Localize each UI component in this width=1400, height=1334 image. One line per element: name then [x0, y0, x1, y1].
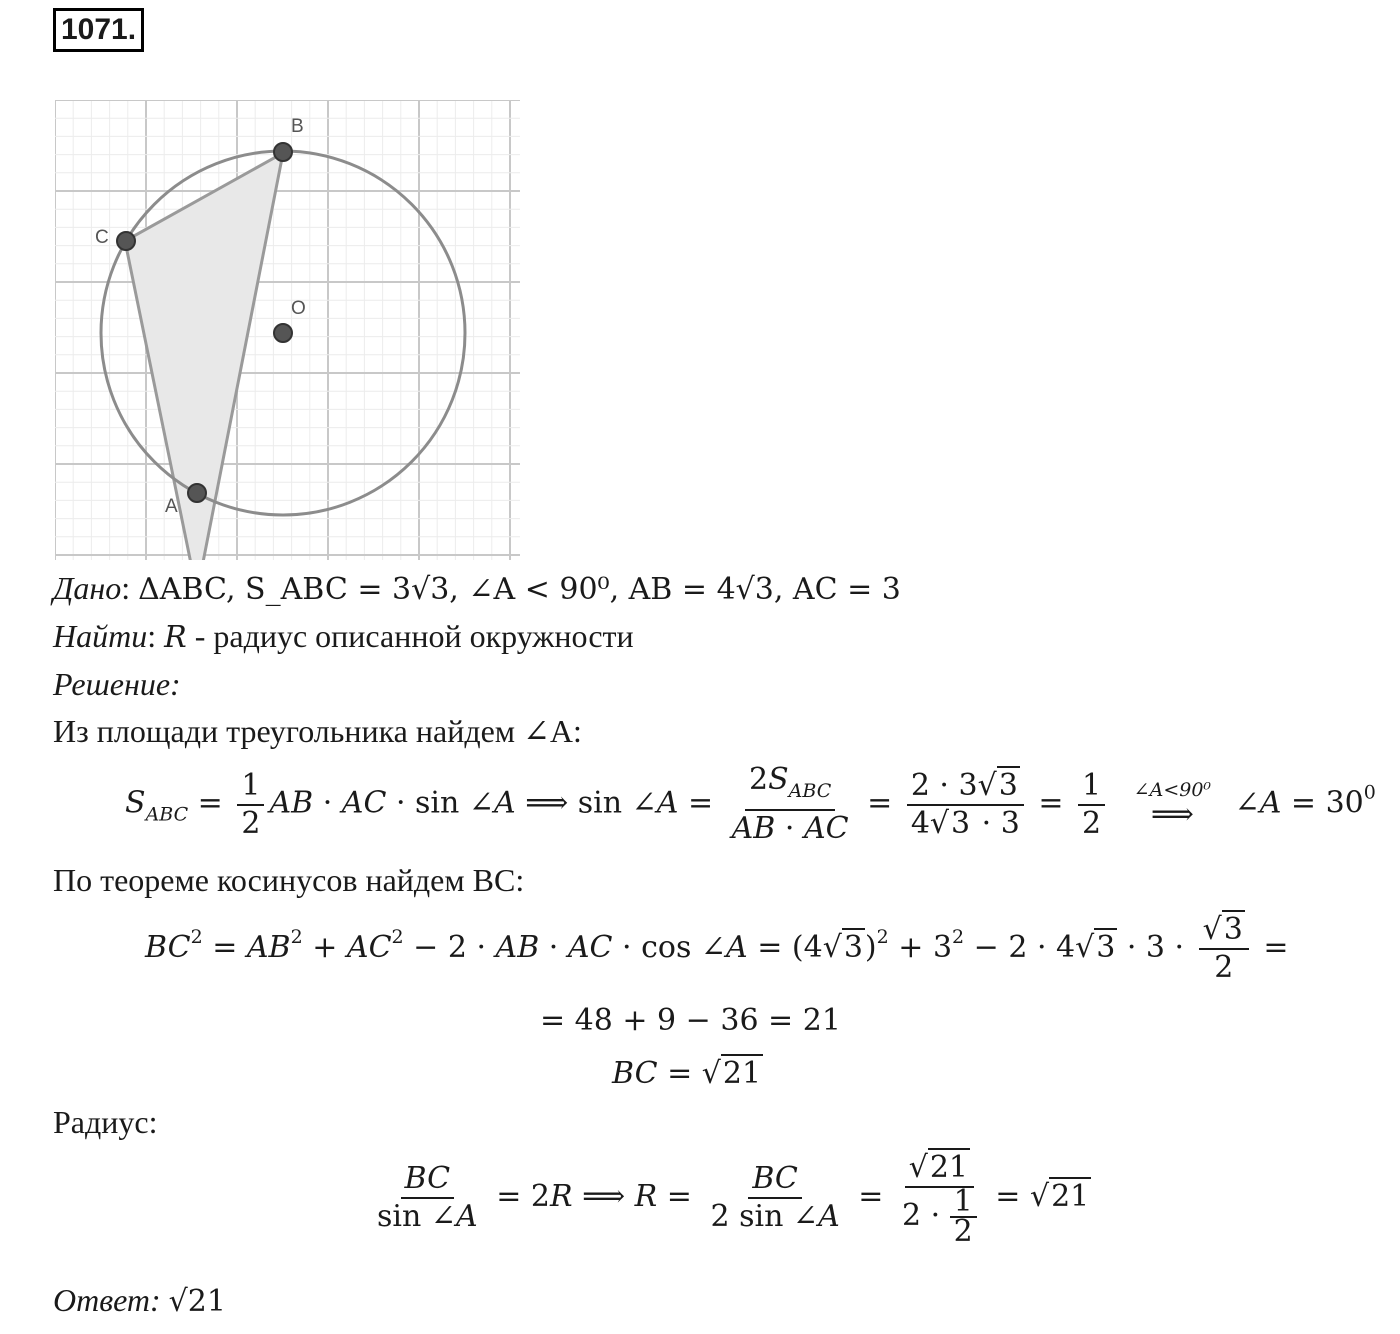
label-a: A: [165, 496, 178, 517]
point-c: [117, 232, 135, 250]
given-label: Дано: [53, 570, 122, 606]
equation-2-line2: = 48 + 9 − 36 = 21: [540, 1003, 841, 1038]
equation-2-line3: BC = √21: [612, 1056, 762, 1091]
find-line: Найти: R - радиус описанной окружности: [53, 618, 634, 655]
equation-2-line1: $BC^2 = AB^2 + AC^2 - 2$ · AB · AC · cos ∠A = $(4√3)^2 + 3^2 - 2 \cdot 4√3 \cdot 3$ · $\frac{√3}{2}$ =: [145, 912, 1289, 985]
point-b: [274, 143, 292, 161]
step1-text: Из площади треугольника найдем ∠A:: [53, 713, 582, 749]
given-text: ΔABC, S_ABC = 3√3, ∠A < 90⁰, AB = 4√3, AC = 3: [138, 572, 901, 607]
find-text: - радиус описанной окружности: [194, 618, 634, 654]
answer-line: [53, 1280, 226, 1322]
find-label: Найти: [53, 618, 148, 654]
equation-3: $\frac{BC}{\sin \angle A}$ = 2R ⟹ R = $\frac{BC}{2 \sin \angle A}$ = √21 2 · $\frac{1}{2}$ = √21: [377, 1150, 1090, 1249]
answer-value: √21: [168, 1284, 226, 1319]
label-b: B: [291, 116, 304, 137]
point-o: [274, 324, 292, 342]
equation-1: $S_{ABC}$ = $\frac{1}{2}$ AB · AC · sin ∠A ⟹ sin ∠A = $\frac{2S_{ABC}}{AB \cdot AC}$ = $\frac{2 \cdot 3√3}{4√3 \cdot 3}$ = $\frac{1}{2}$ ∠A<90⁰ ⟹ ∠A = $30^0$: [125, 762, 1376, 846]
geometry-figure: [55, 100, 520, 560]
point-a: [188, 484, 206, 502]
angle-condition: ∠A<90⁰: [1133, 778, 1212, 801]
step2-text: По теореме косинусов найдем BC:: [53, 862, 525, 898]
label-o: O: [291, 298, 306, 319]
solution-label: Решение:: [53, 666, 181, 702]
step3-text: Радиус:: [53, 1104, 158, 1140]
find-var: R: [164, 620, 187, 655]
label-c: C: [95, 227, 109, 248]
answer-label: Ответ:: [53, 1282, 161, 1318]
given-line: Дано: ΔABC, S_ABC = 3√3, ∠A < 90⁰, AB = 4√3, AC = 3: [53, 570, 901, 607]
problem-number: 1071.: [53, 8, 144, 52]
